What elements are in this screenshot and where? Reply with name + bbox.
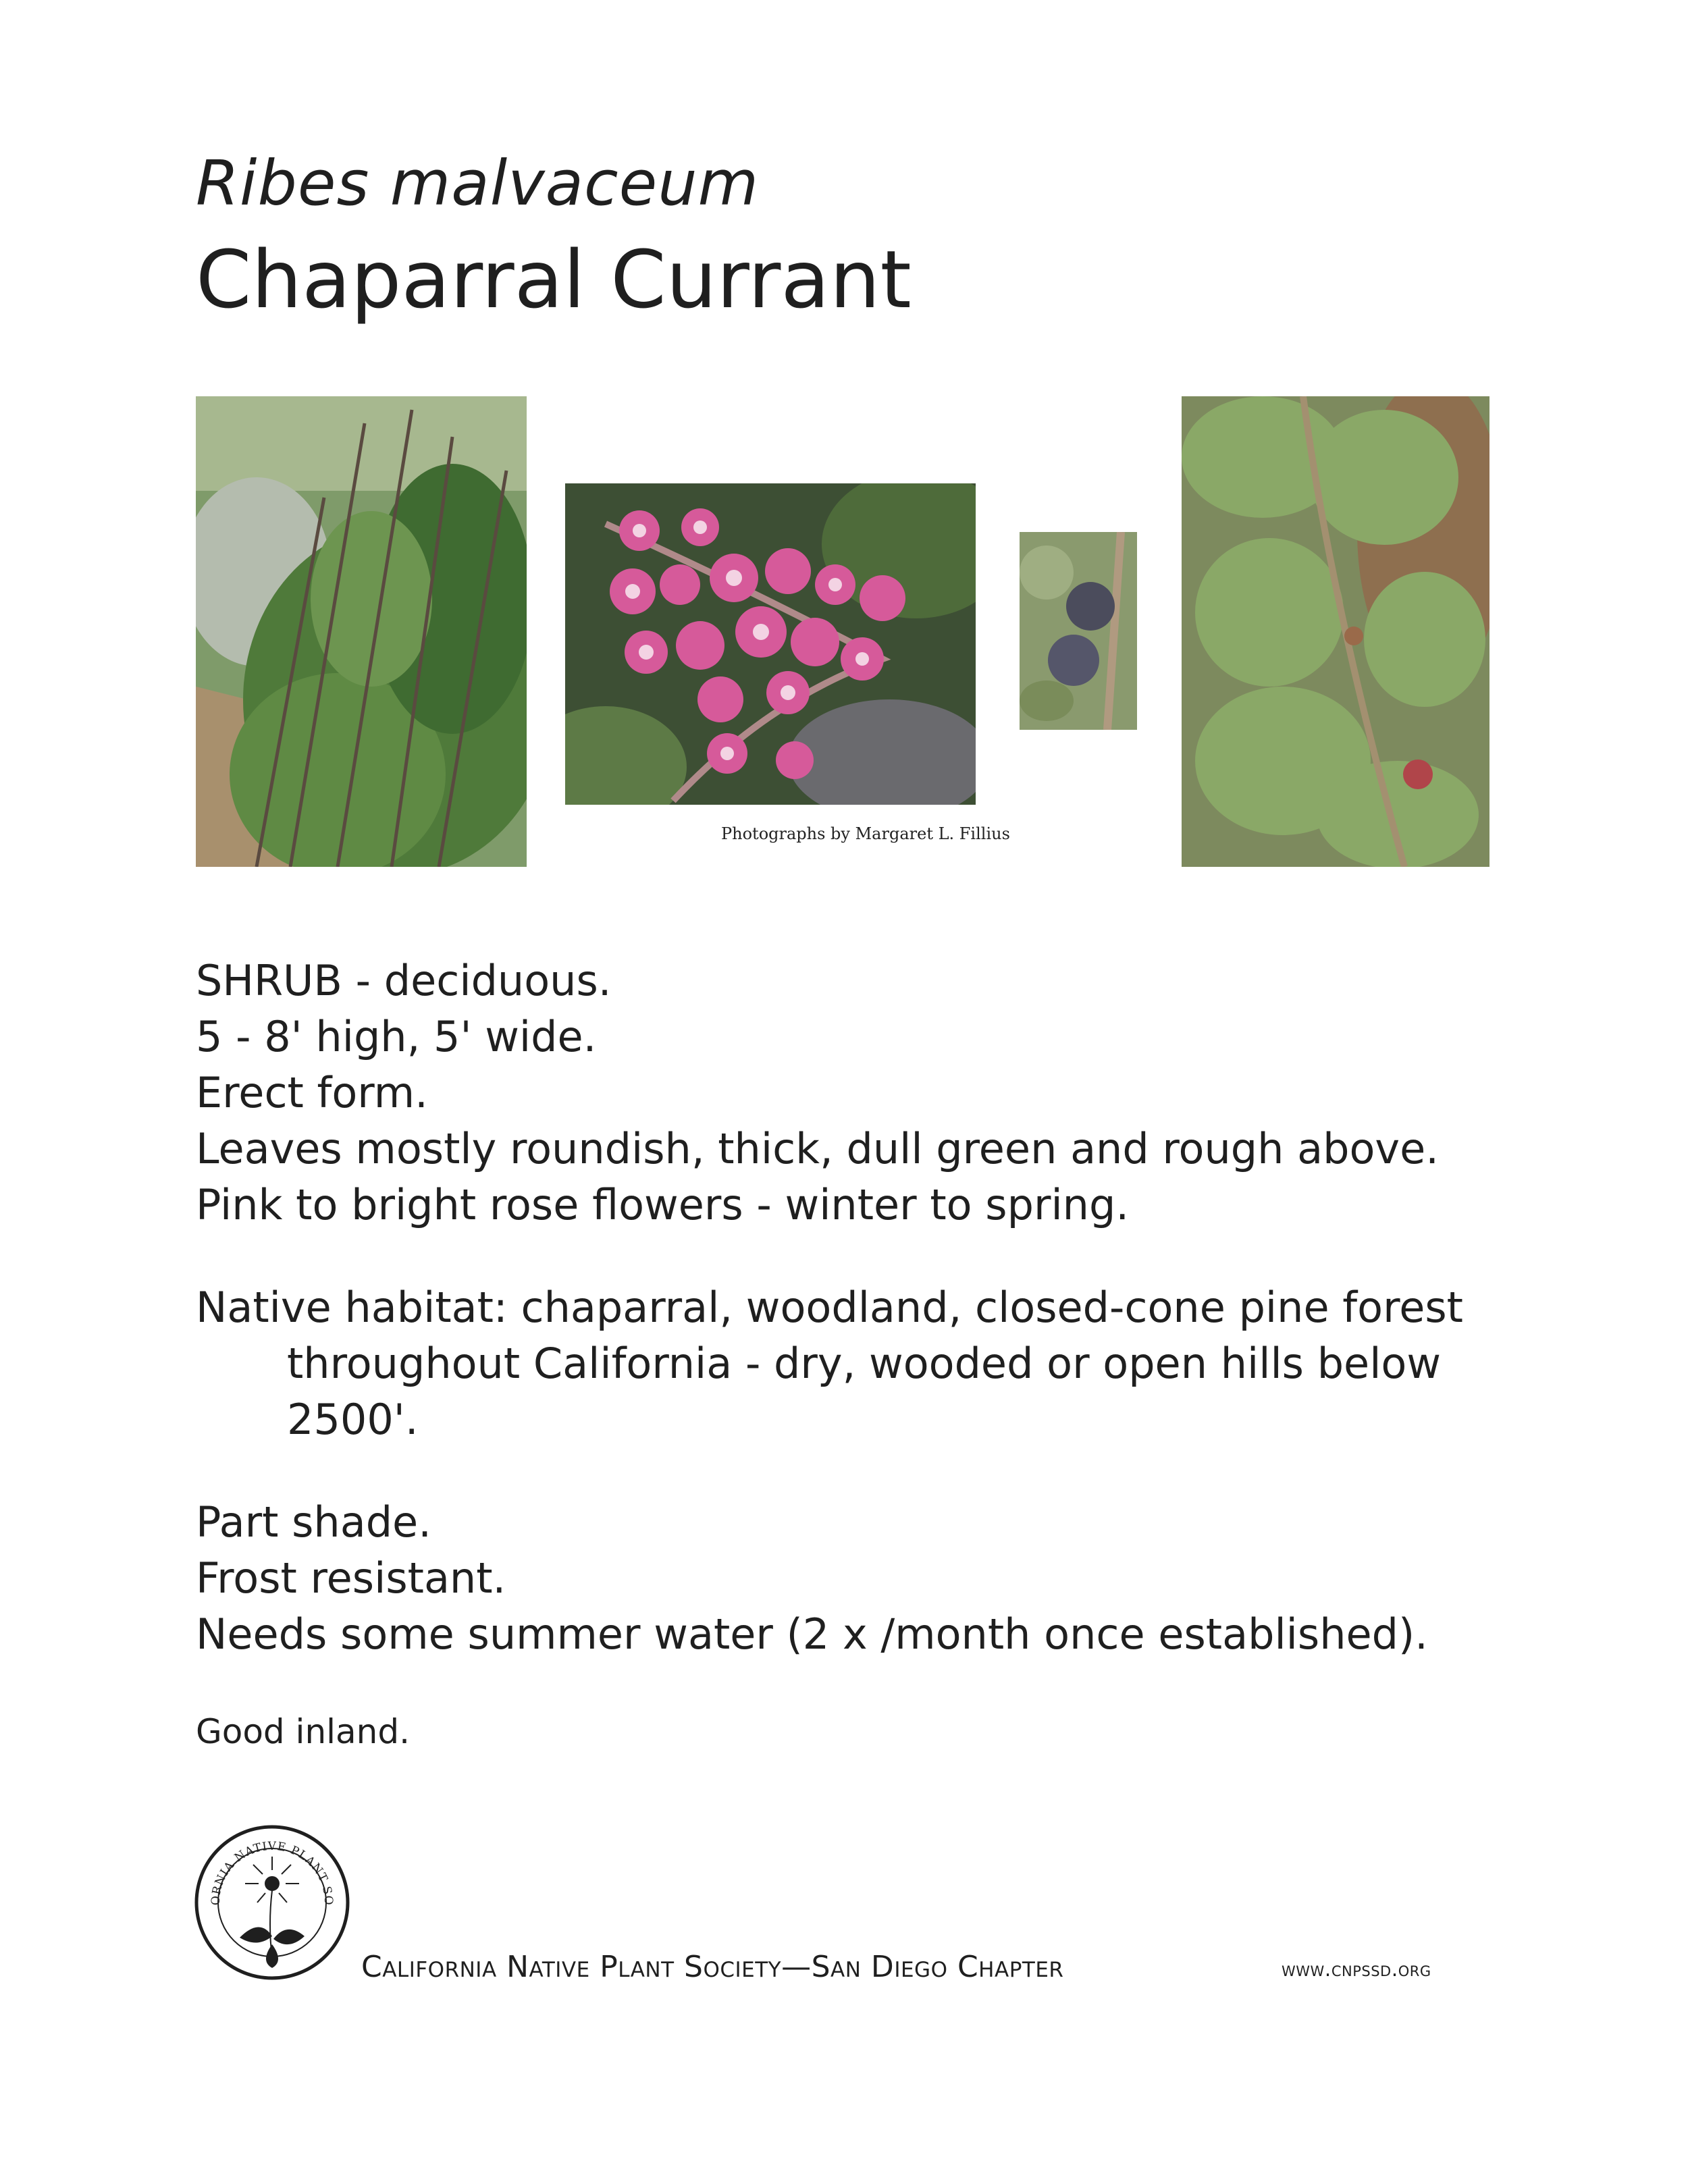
- care-line: Part shade.: [196, 1497, 431, 1547]
- scientific-name: Ribes malvaceum: [196, 147, 760, 219]
- native-habitat: [196, 1279, 1463, 1447]
- cnps-logo-icon: [192, 1823, 352, 1982]
- photo-leaves: [1182, 396, 1489, 867]
- habitat-line: throughout California - dry, wooded or open hills below: [287, 1339, 1442, 1388]
- care-requirements: [196, 1494, 1428, 1662]
- form-line: Leaves mostly roundish, thick, dull green and rough above.: [196, 1124, 1439, 1173]
- habitat-line: Native habitat: chaparral, woodland, closed-cone pine forest: [196, 1283, 1463, 1332]
- form-line: 5 - 8' high, 5' wide.: [196, 1012, 597, 1061]
- photo-flower-cluster: [565, 483, 976, 805]
- form-line: Erect form.: [196, 1068, 428, 1117]
- photo-berries: [1020, 532, 1137, 730]
- common-name: Chaparral Currant: [196, 233, 912, 326]
- form-line: SHRUB - deciduous.: [196, 956, 612, 1005]
- photo-credit: Photographs by Margaret L. Fillius: [721, 824, 1010, 843]
- footer-website-link[interactable]: www.cnpssd.org: [1282, 1958, 1431, 1981]
- plant-characteristics: [196, 953, 1439, 1233]
- care-line: Needs some summer water (2 x /month once established).: [196, 1609, 1428, 1659]
- photo-shrub-habit: [196, 396, 527, 867]
- form-line: Pink to bright rose flowers - winter to spring.: [196, 1180, 1130, 1229]
- footer-organization: California Native Plant Society—San Diego Chapter: [361, 1950, 1064, 1984]
- planting-note: Good inland.: [196, 1712, 410, 1751]
- svg-text:CALIFORNIA NATIVE PLANT SOCIET: ORNIA NATIVE PLANT SO: [209, 1839, 336, 1906]
- habitat-line: 2500'.: [287, 1395, 419, 1444]
- care-line: Frost resistant.: [196, 1553, 506, 1603]
